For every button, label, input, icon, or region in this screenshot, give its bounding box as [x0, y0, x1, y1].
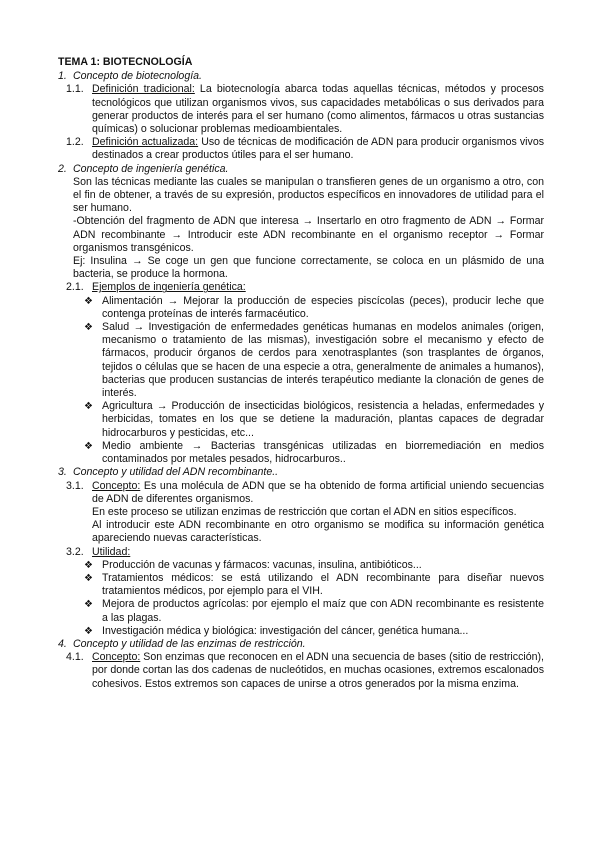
section-number: 3.	[58, 466, 67, 479]
list-item-text: Medio ambiente → Bacterias transgénicas utilizadas en biorremediación en medios contaminados por metales pesados, hidrocarburos..	[102, 439, 544, 466]
list-item	[84, 572, 544, 598]
section-number: 2.	[58, 162, 67, 175]
list-item	[84, 400, 544, 440]
list-item	[84, 625, 544, 638]
list-item-text: Salud → Investigación de enfermedades genéticas humanas en modelos animales (origen, mecanismo o tratamiento de las mismas), investigación sobre el mecanismo y efecto de fármacos, producir órganos de cerdos para xenotrasplantes (son trasplantes de órganos, tejidos o células que se hacen de una especie a otra, generalmente de animales a humanos), bacterias que producen sustancias de interés terapéutico mediante la clonación de genes de interés.	[102, 321, 544, 400]
section-title: Concepto y utilidad del ADN recombinante..	[73, 466, 279, 479]
subsection-label: Definición actualizada:	[92, 136, 199, 149]
subsection-3-1	[66, 480, 544, 506]
subsection-number: 1.2.	[66, 136, 84, 149]
diamond-bullet-icon: ❖	[84, 572, 93, 584]
subsection-label: Ejemplos de ingeniería genética:	[92, 281, 246, 294]
section-title: Concepto y utilidad de las enzimas de restricción.	[73, 637, 306, 650]
diamond-bullet-icon: ❖	[84, 599, 93, 611]
subsection-label: Concepto:	[92, 479, 141, 492]
paragraph: Al introducir este ADN recombinante en otro organismo se modifica su información genética apareciendo nuevas características.	[92, 519, 544, 545]
section-title: Concepto de ingeniería genética.	[73, 162, 229, 175]
subsection-number: 3.2.	[66, 545, 84, 558]
list-item	[84, 321, 544, 400]
subsection-number: 1.1.	[66, 83, 84, 96]
subsection-3-2	[66, 546, 544, 559]
section-title: Concepto de biotecnología.	[73, 70, 202, 83]
subsection-text: La biotecnología abarca todas aquellas técnicas, métodos y procesos tecnológicos que utilizan organismos vivos, sus capacidades metabólicas o sus derivados para generar productos de interés para el ser humano (como alimentos, fármacos u otras sustancias químicas) o solucionar problemas medioambientales.	[92, 83, 544, 136]
list-item	[84, 598, 544, 624]
list-item-text: Tratamientos médicos: se está utilizando el ADN recombinante para diseñar nuevos tratamientos médicos, por ejemplo para el VIH.	[102, 571, 544, 598]
subsection-number: 3.1.	[66, 479, 84, 492]
subsection-text: Son enzimas que reconocen en el ADN una secuencia de bases (sitio de restricción), por donde cortan las dos cadenas de nucleótidos, en muchas ocasiones, extremos escalonados cohesivos. Estos extremos son capaces de unirse a otros generados por la misma enzima.	[92, 651, 544, 690]
list-item-text: Producción de vacunas y fármacos: vacunas, insulina, antibióticos...	[102, 558, 422, 571]
subsection-1-2	[66, 136, 544, 162]
subsection-label: Utilidad:	[92, 545, 131, 558]
section-1-heading	[58, 70, 544, 83]
diamond-bullet-icon: ❖	[84, 625, 93, 637]
subsection-number: 4.1.	[66, 651, 84, 664]
document-page	[58, 56, 544, 691]
section-number: 1.	[58, 70, 67, 83]
subsection-text: Uso de técnicas de modificación de ADN para producir organismos vivos destinados a crear productos útiles para el ser humano.	[92, 136, 545, 162]
diamond-bullet-icon: ❖	[84, 440, 93, 452]
diamond-bullet-icon: ❖	[84, 559, 93, 571]
list-item	[84, 295, 544, 321]
paragraph: En este proceso se utilizan enzimas de restricción que cortan el ADN en sitios específicos.	[92, 505, 517, 518]
subsection-1-1	[66, 83, 544, 136]
section-number: 4.	[58, 637, 67, 650]
section-3-heading	[58, 466, 544, 479]
paragraph: Ej: Insulina → Se coge un gen que funcione correctamente, se coloca en un plásmido de una bacteria, se produce la hormona.	[73, 255, 544, 281]
diamond-bullet-icon: ❖	[84, 295, 93, 307]
diamond-bullet-icon: ❖	[84, 401, 93, 413]
diamond-bullet-icon: ❖	[84, 322, 93, 334]
list-item-text: Alimentación → Mejorar la producción de especies piscícolas (peces), producir leche que contenga proteínas de interés farmacéutico.	[102, 294, 544, 320]
subsection-4-1	[66, 651, 544, 691]
paragraph: -Obtención del fragmento de ADN que interesa → Insertarlo en otro fragmento de ADN → Formar ADN recombinante → Introducir este ADN recombinante en el organismo receptor → Formar organismos transgénicos.	[73, 215, 544, 254]
paragraph: Son las técnicas mediante las cuales se manipulan o transfieren genes de un organismo a otro, con el fin de obtener, a través de su expresión, productos específicos en innovadores de utilidad para el ser humano.	[73, 175, 544, 215]
subsection-label: Definición tradicional:	[92, 83, 195, 96]
section-2-heading	[58, 163, 544, 176]
section-4-heading	[58, 638, 544, 651]
list-item	[84, 559, 544, 572]
list-item-text: Investigación médica y biológica: investigación del cáncer, genética humana...	[102, 624, 469, 637]
list-item-text: Agricultura → Producción de insecticidas biológicos, resistencia a heladas, enfermedades y herbicidas, tomates en los que se detiene la maduración, plantas capaces de degradar hidrocarburos y pesticidas, etc...	[102, 400, 544, 439]
subsection-text: Es una molécula de ADN que se ha obtenido de forma artificial uniendo secuencias de ADN de diferentes organismos.	[92, 479, 544, 505]
list-item-text: Mejora de productos agrícolas: por ejemplo el maíz que con ADN recombinante es resistente a las plagas.	[102, 598, 544, 624]
subsection-number: 2.1.	[66, 281, 84, 294]
list-item	[84, 440, 544, 466]
subsection-label: Concepto:	[92, 651, 141, 664]
document-title: TEMA 1: BIOTECNOLOGÍA	[58, 56, 193, 68]
subsection-2-1	[66, 281, 544, 294]
